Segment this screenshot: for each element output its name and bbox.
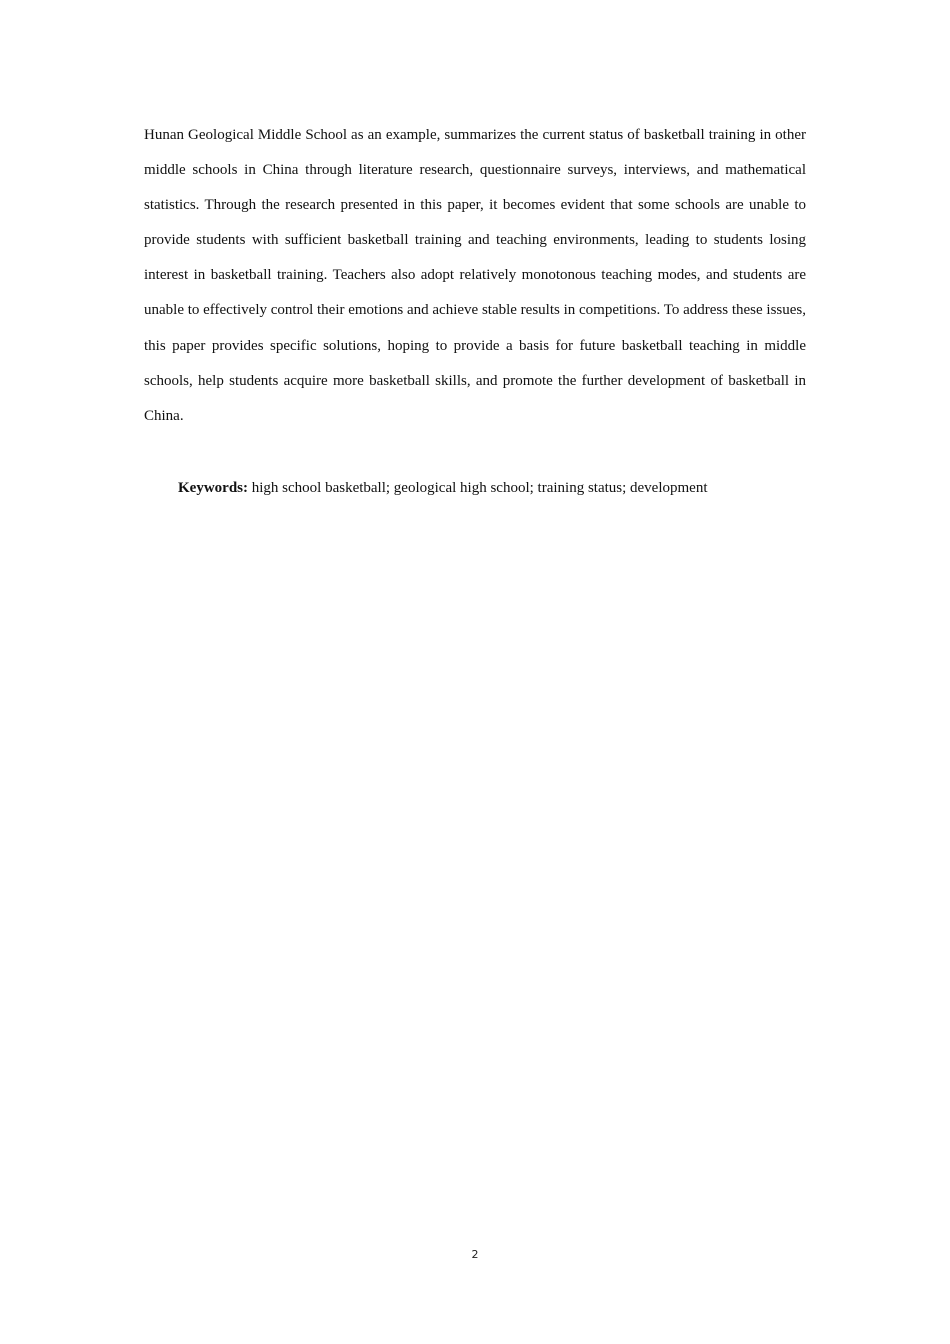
abstract-paragraph: Hunan Geological Middle School as an example, summarizes the current status of basketball training in other middle schools in China through literature research, questionnaire surveys, interviews, and mathematical statistics. Through the research presented in this paper, it becomes evident that some schools are unable to provide students with sufficient basketball training and teaching environments, leading to students losing interest in basketball training. Teachers also adopt relatively monotonous teaching modes, and students are unable to effectively control their emotions and achieve stable results in competitions. To address these issues, this paper provides specific solutions, hoping to provide a basis for future basketball teaching in middle schools, help students acquire more basketball skills, and promote the further development of basketball in China.: [144, 127, 806, 424]
keywords-label: Keywords:: [178, 480, 248, 496]
page-number: 2: [471, 1248, 479, 1261]
keywords-text: high school basketball; geological high school; training status; development: [248, 480, 708, 496]
keywords-line: [178, 471, 806, 506]
